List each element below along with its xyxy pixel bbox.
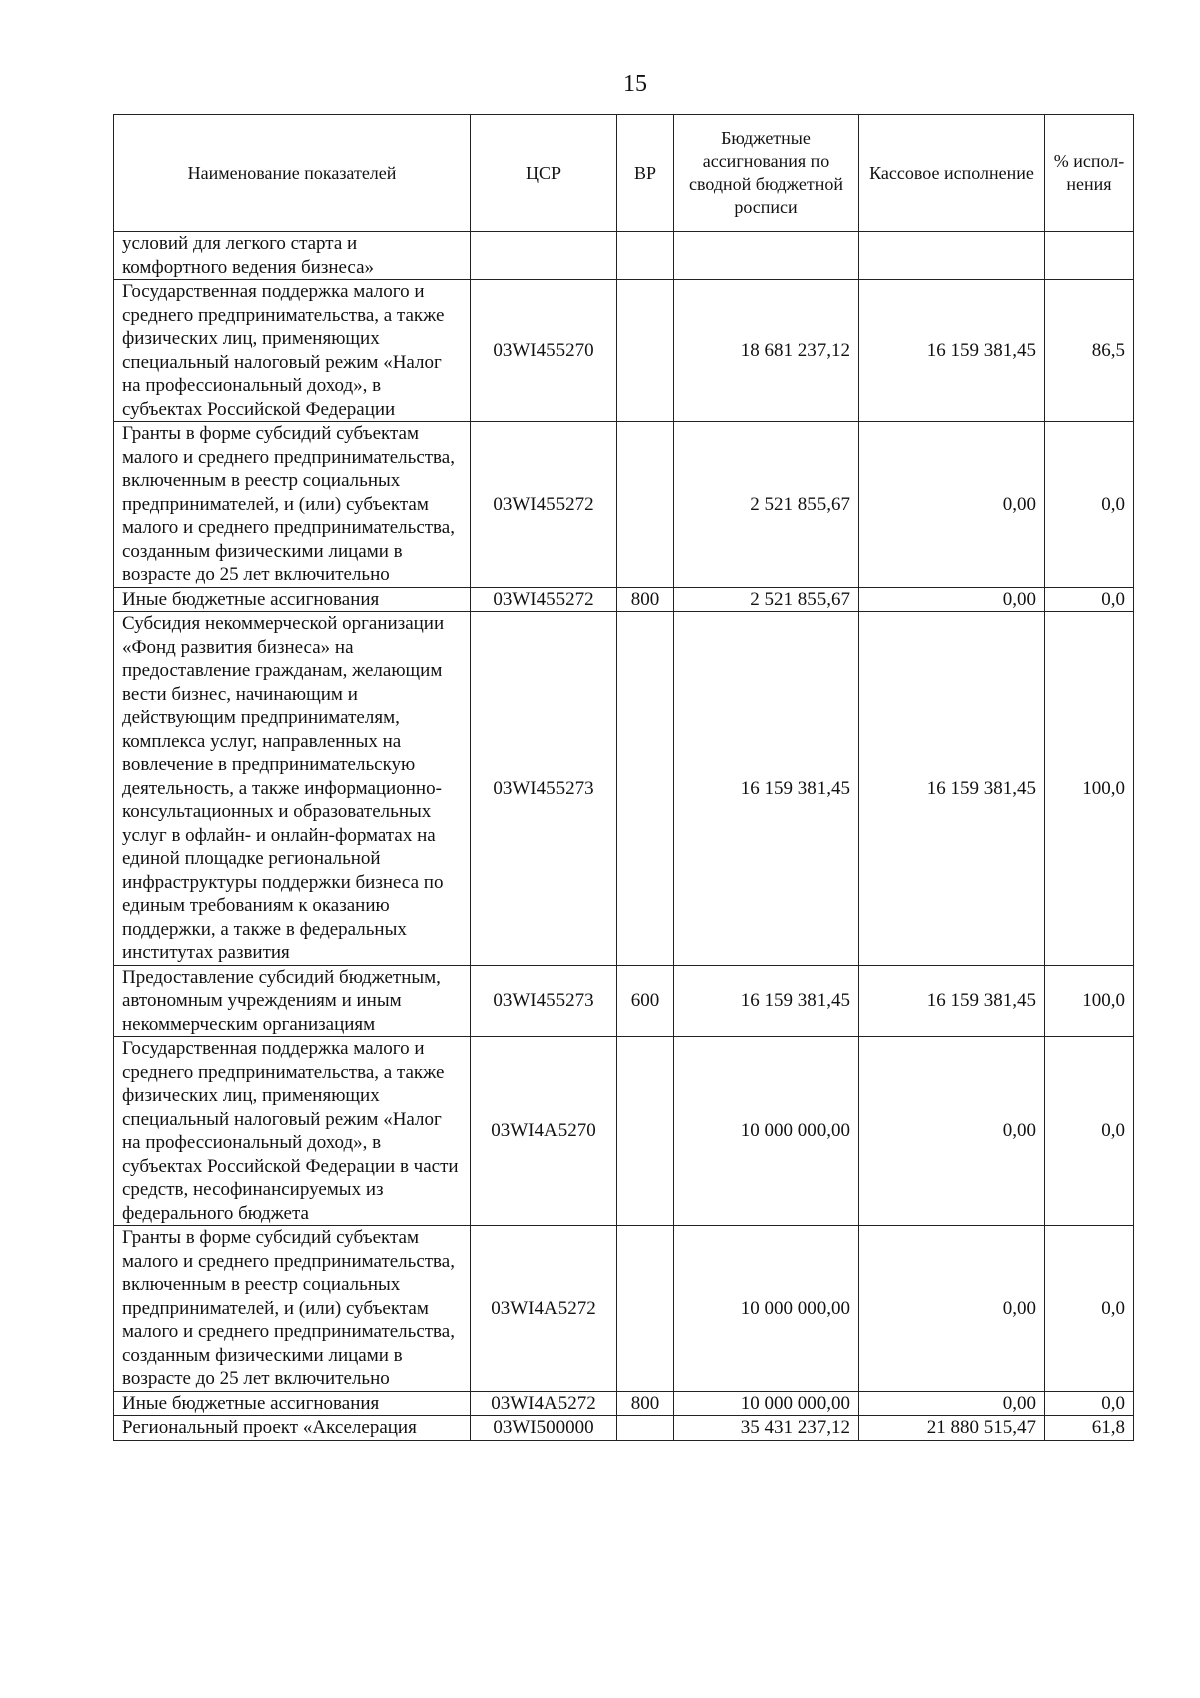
row-csr: 03WI455270 bbox=[471, 280, 617, 422]
row-pct: 100,0 bbox=[1045, 612, 1134, 966]
row-name: Предоставление субсидий бюджетным, автономным учреждениям и иным некоммерческим организациям bbox=[114, 965, 471, 1037]
row-cash bbox=[859, 232, 1045, 280]
row-cash: 0,00 bbox=[859, 1037, 1045, 1226]
row-assignments: 16 159 381,45 bbox=[674, 965, 859, 1037]
table-row bbox=[114, 1391, 1134, 1416]
row-pct: 86,5 bbox=[1045, 280, 1134, 422]
row-vr bbox=[617, 422, 674, 588]
header-cash: Кассовое исполнение bbox=[859, 115, 1045, 232]
row-cash: 0,00 bbox=[859, 587, 1045, 612]
table-row bbox=[114, 612, 1134, 966]
row-name: Гранты в форме субсидий субъектам малого и среднего предпринимательства, включенным в реестр социальных предпринимателей, и (или) субъектам малого и среднего предпринимательства, созданным физическими лицами в возрасте до 25 лет включительно bbox=[114, 1226, 471, 1392]
row-csr bbox=[471, 232, 617, 280]
row-csr: 03WI455272 bbox=[471, 587, 617, 612]
header-assignments: Бюджетные ассигнования по сводной бюджетной росписи bbox=[674, 115, 859, 232]
table-row bbox=[114, 1226, 1134, 1392]
row-pct: 100,0 bbox=[1045, 965, 1134, 1037]
page-number: 15 bbox=[623, 71, 647, 97]
row-pct: 0,0 bbox=[1045, 1226, 1134, 1392]
row-name: Иные бюджетные ассигнования bbox=[114, 587, 471, 612]
row-vr bbox=[617, 1037, 674, 1226]
row-csr: 03WI4A5272 bbox=[471, 1391, 617, 1416]
row-cash: 0,00 bbox=[859, 1391, 1045, 1416]
row-assignments bbox=[674, 232, 859, 280]
row-assignments: 16 159 381,45 bbox=[674, 612, 859, 966]
row-name: Региональный проект «Акселерация bbox=[114, 1416, 471, 1441]
row-csr: 03WI455273 bbox=[471, 612, 617, 966]
row-cash: 0,00 bbox=[859, 1226, 1045, 1392]
row-cash: 16 159 381,45 bbox=[859, 612, 1045, 966]
header-vr: ВР bbox=[617, 115, 674, 232]
row-name: Государственная поддержка малого и среднего предпринимательства, а также физических лиц, применяющих специальный налоговый режим «Налог на профессиональный доход», в субъектах Российской Федерации в части средств, несофинансируемых из федерального бюджета bbox=[114, 1037, 471, 1226]
row-pct: 0,0 bbox=[1045, 1391, 1134, 1416]
row-name: Иные бюджетные ассигнования bbox=[114, 1391, 471, 1416]
row-name: условий для легкого старта и комфортного ведения бизнеса» bbox=[114, 232, 471, 280]
budget-table bbox=[113, 114, 1134, 1441]
row-assignments: 10 000 000,00 bbox=[674, 1226, 859, 1392]
row-csr: 03WI500000 bbox=[471, 1416, 617, 1441]
row-pct: 0,0 bbox=[1045, 1037, 1134, 1226]
row-cash: 16 159 381,45 bbox=[859, 965, 1045, 1037]
row-vr bbox=[617, 1226, 674, 1392]
row-csr: 03WI4A5272 bbox=[471, 1226, 617, 1392]
row-pct: 61,8 bbox=[1045, 1416, 1134, 1441]
table-row bbox=[114, 587, 1134, 612]
header-row bbox=[114, 115, 1134, 232]
row-vr: 600 bbox=[617, 965, 674, 1037]
row-cash: 21 880 515,47 bbox=[859, 1416, 1045, 1441]
row-cash: 0,00 bbox=[859, 422, 1045, 588]
row-assignments: 18 681 237,12 bbox=[674, 280, 859, 422]
row-pct: 0,0 bbox=[1045, 587, 1134, 612]
row-assignments: 35 431 237,12 bbox=[674, 1416, 859, 1441]
table-row bbox=[114, 422, 1134, 588]
header-pct: % испол-нения bbox=[1045, 115, 1134, 232]
row-vr: 800 bbox=[617, 587, 674, 612]
row-assignments: 2 521 855,67 bbox=[674, 422, 859, 588]
table-row bbox=[114, 1416, 1134, 1441]
row-name: Гранты в форме субсидий субъектам малого и среднего предпринимательства, включенным в реестр социальных предпринимателей, и (или) субъектам малого и среднего предпринимательства, созданным физическими лицами в возрасте до 25 лет включительно bbox=[114, 422, 471, 588]
row-pct bbox=[1045, 232, 1134, 280]
row-name: Государственная поддержка малого и среднего предпринимательства, а также физических лиц, применяющих специальный налоговый режим «Налог на профессиональный доход», в субъектах Российской Федерации bbox=[114, 280, 471, 422]
table-header bbox=[114, 115, 1134, 232]
row-csr: 03WI455272 bbox=[471, 422, 617, 588]
row-vr: 800 bbox=[617, 1391, 674, 1416]
row-pct: 0,0 bbox=[1045, 422, 1134, 588]
row-cash: 16 159 381,45 bbox=[859, 280, 1045, 422]
row-assignments: 2 521 855,67 bbox=[674, 587, 859, 612]
table-row bbox=[114, 965, 1134, 1037]
row-assignments: 10 000 000,00 bbox=[674, 1391, 859, 1416]
row-vr bbox=[617, 612, 674, 966]
header-name: Наименование показателей bbox=[114, 115, 471, 232]
row-vr bbox=[617, 232, 674, 280]
row-vr bbox=[617, 1416, 674, 1441]
row-vr bbox=[617, 280, 674, 422]
table-row bbox=[114, 280, 1134, 422]
header-csr: ЦСР bbox=[471, 115, 617, 232]
row-csr: 03WI4A5270 bbox=[471, 1037, 617, 1226]
table-row bbox=[114, 1037, 1134, 1226]
row-name: Субсидия некоммерческой организации «Фонд развития бизнеса» на предоставление гражданам, желающим вести бизнес, начинающим и действующим предпринимателям, комплекса услуг, направленных на вовлечение в предпринимательскую деятельность, а также информационно-консультационных и образовательных услуг в офлайн- и онлайн-форматах на единой площадке региональной инфраструктуры поддержки бизнеса по единым требованиям к оказанию поддержки, а также в федеральных институтах развития bbox=[114, 612, 471, 966]
row-assignments: 10 000 000,00 bbox=[674, 1037, 859, 1226]
table-body bbox=[114, 232, 1134, 1441]
row-csr: 03WI455273 bbox=[471, 965, 617, 1037]
table-row bbox=[114, 232, 1134, 280]
